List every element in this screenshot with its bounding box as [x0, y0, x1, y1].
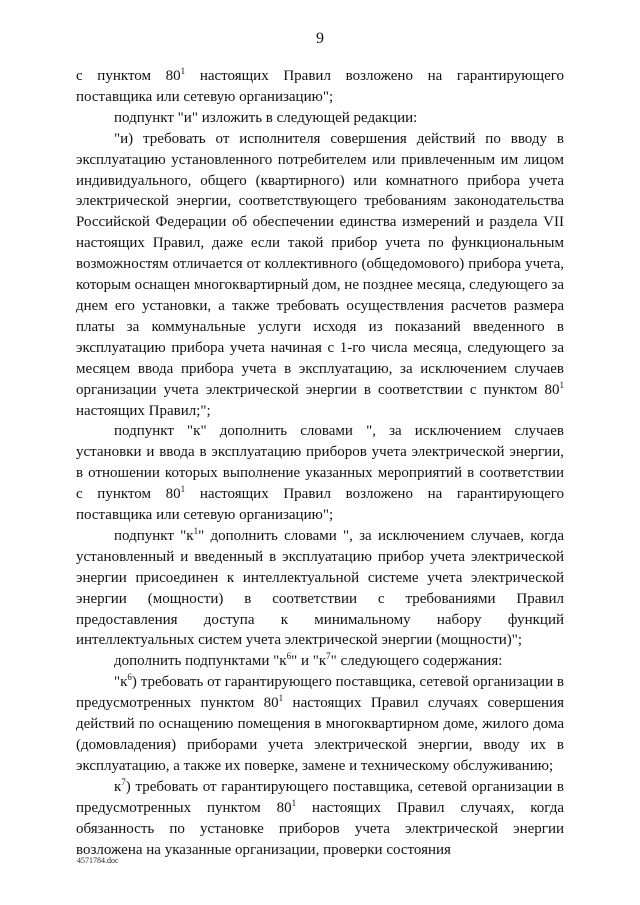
- document-body: [76, 66, 564, 860]
- paragraph-1: [76, 66, 564, 108]
- paragraph-text: ) требовать от гарантирующего поставщика, сетевой организации в предусмотренных пунктом 80: [76, 778, 564, 816]
- paragraph-text: ) требовать от гарантирующего поставщика, сетевой организации в предусмотренных пунктом 80: [76, 674, 564, 712]
- document-filename: 4571784.doc: [77, 856, 119, 865]
- paragraph-7: [76, 672, 564, 777]
- superscript: 1: [180, 66, 186, 76]
- paragraph-text: настоящих Правил возложено на гарантирующего поставщика или сетевую организацию";: [76, 68, 565, 105]
- paragraph-text: " следующего содержания:: [330, 653, 503, 670]
- paragraph-text: настоящих Правил случаях, когда обязанность по установке приборов учета электрической энергии возложена на указанные организации, проверки состояния: [76, 799, 564, 858]
- paragraph-text: настоящих Правил возложено на гарантирующего поставщика или сетевую организацию";: [76, 486, 565, 524]
- superscript: 1: [559, 379, 564, 390]
- paragraph-text: подпункт "к" дополнить словами ", за исключением случаев установки и ввода в эксплуатацию приборов учета электрической энергии, в отношении которых выполнение указанных мероприятий в соответствии с пунктом 80: [76, 423, 564, 503]
- superscript: 7: [326, 651, 331, 662]
- paragraph-8: [76, 777, 564, 861]
- superscript: 6: [127, 672, 132, 683]
- paragraph-2: подпункт "и" изложить в следующей редакции:: [114, 109, 418, 126]
- superscript: 6: [286, 651, 292, 662]
- paragraph-text: "к: [114, 674, 128, 691]
- paragraph-text: настоящих Правил случаях совершения действий по оснащению помещения в многоквартирном доме, жилого дома (домовладения) приборами учета электрической энергии, вводу их в эксплуатацию, а также их поверке, замене и техническому обслуживанию;: [76, 695, 564, 774]
- superscript: 1: [193, 525, 199, 536]
- superscript: 1: [291, 797, 297, 808]
- paragraph-6: [76, 651, 564, 672]
- paragraph-text: дополнить подпунктами "к: [114, 653, 287, 670]
- paragraph-3: [76, 129, 564, 422]
- paragraph-text: " и "к: [291, 653, 327, 670]
- superscript: 7: [121, 776, 126, 787]
- page-number: 9: [316, 30, 324, 47]
- paragraph-text: настоящих Правил;";: [76, 402, 211, 419]
- paragraph-text: подпункт "к: [114, 527, 194, 544]
- paragraph-text: " дополнить словами ", за исключением случаев, когда установленный и введенный в эксплуатацию прибор учета электрической энергии присоединен к интеллектуальной системе учета электрической энергии (мощности) в соответствии с требованиями Правил предоставления доступа к минимальному набору функций интеллектуальных систем учета электрической энергии (мощности)";: [76, 527, 564, 649]
- paragraph-text: "и) требовать от исполнителя совершения действий по вводу в эксплуатацию установленного потребителем или привлеченным им лицом индивидуального, общего (квартирного) или комнатного прибора учета электрической энергии, соответствующего требованиям законодательства Российской Федерации об обеспечении единства измерений и раздела VII настоящих Правил, даже если такой прибор учета по функциональным возможностям отличается от коллективного (общедомового) прибора учета, которым оснащен многоквартирный дом, не позднее месяца, следующего за днем его установки, а также требовать осуществления расчетов размера платы за коммунальные услуги исходя из показаний введенного в эксплуатацию прибора учета начиная с 1-го числа месяца, следующего за месяцем ввода прибора учета в эксплуатацию, за исключением случаев организации учета электрической энергии в соответствии с пунктом 80: [76, 130, 564, 398]
- superscript: 1: [278, 693, 284, 704]
- paragraph-text: к: [114, 778, 122, 795]
- paragraph-5: [76, 526, 564, 651]
- paragraph-text: с пунктом 80: [76, 68, 181, 84]
- paragraph-4: [76, 421, 564, 526]
- superscript: 1: [180, 484, 186, 495]
